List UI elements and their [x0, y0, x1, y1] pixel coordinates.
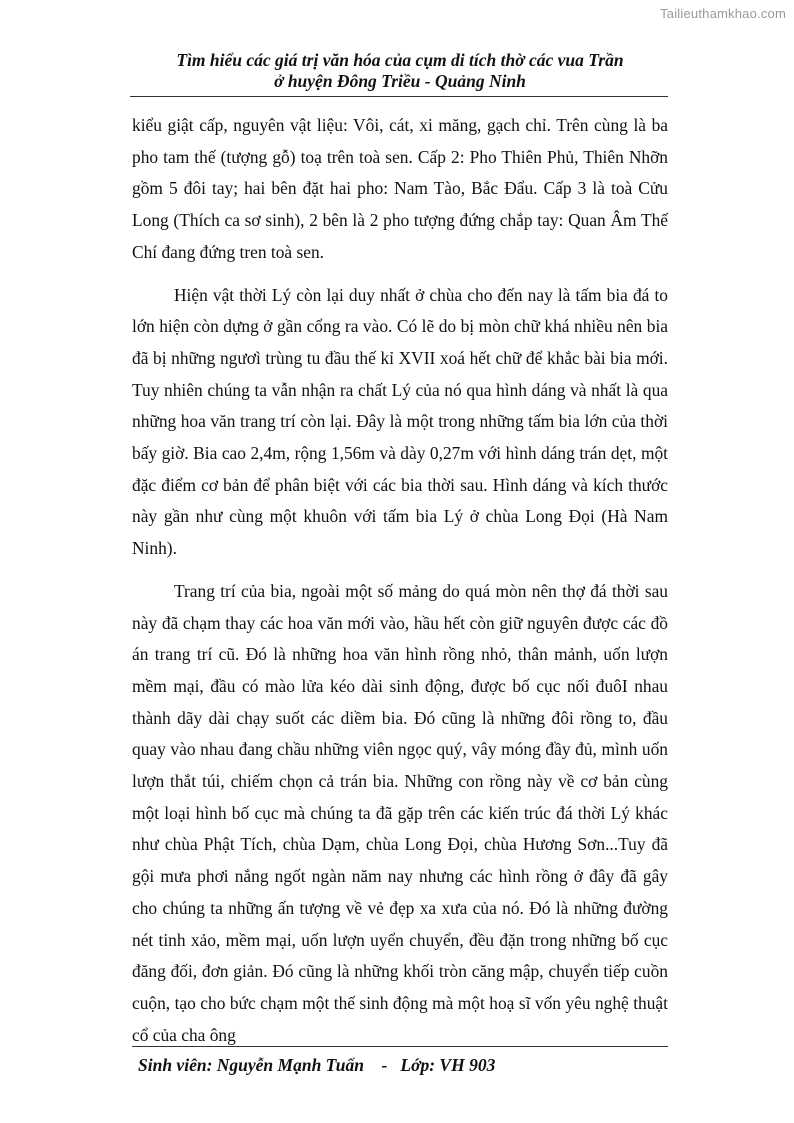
footer-class: Lớp: VH 903 — [400, 1055, 496, 1075]
page-footer — [138, 1055, 495, 1076]
paragraph: Hiện vật thời Lý còn lại duy nhất ở chùa cho đến nay là tấm bia đá to lớn hiện còn dựng ở gần cổng ra vào. Có lẽ do bị mòn chữ khá nhiều nên bia đã bị những ngươì trùng tu đầu thế kỉ XVII xoá hết chữ để khắc bài bia mới. Tuy nhiên chúng ta vẫn nhận ra chất Lý của nó qua hình dáng và nhất là qua những hoa văn trang trí còn lại. Đây là một trong những tấm bia lớn của thời bấy giờ. Bia cao 2,4m, rộng 1,56m và dày 0,27m với hình dáng trán dẹt, một đặc điểm cơ bản để phân biệt với các bia thời sau. Hình dáng và kích thước này gần như cùng một khuôn với tấm bia Lý ở chùa Long Đọi (Hà Nam Ninh). — [132, 284, 668, 559]
header-title-line-1: Tìm hiểu các giá trị văn hóa của cụm di tích thờ các vua Trần — [176, 50, 624, 70]
document-body — [132, 110, 668, 1051]
header-title-line-2: ở huyện Đông Triều - Quảng Ninh — [274, 71, 526, 91]
watermark: Tailieuthamkhao.com — [660, 6, 786, 21]
page-header — [130, 50, 670, 92]
paragraph: Trang trí của bia, ngoài một số mảng do quá mòn nên thợ đá thời sau này đã chạm thay các hoa văn mới vào, hầu hết còn giữ nguyên được các đồ án trang trí cũ. Đó là những hoa văn hình rồng nhỏ, thân mảnh, uốn lượn mềm mại, đầu có mào lửa kéo dài sinh động, được bố cục nối đuôI nhau thành dãy dài chạy suốt các diềm bia. Đó cũng là những đôi rồng to, đầu quay vào nhau đang chầu những viên ngọc quý, vây móng đầy đủ, mình uốn lượn thắt túi, chiếm chọn cả trán bia. Những con rồng này về cơ bản cùng một loại hình bố cục mà chúng ta đã gặp trên các kiến trúc đá thời Lý khác như chùa Phật Tích, chùa Dạm, chùa Long Đọi, chùa Hương Sơn...Tuy đã gội mưa phơi nắng ngốt ngàn năm nay nhưng các hình rồng ở đây đã gây cho chúng ta những ấn tượng về vẻ đẹp xa xưa của nó. Đó là những đường nét tinh xảo, mềm mại, uốn lượn uyển chuyển, đều đặn trong những bố cục đăng đối, đơn giản. Đó cũng là những khối tròn căng mập, chuyển tiếp cuồn cuộn, tạo cho bức chạm một thế sinh động mà một hoạ sĩ vốn yêu nghệ thuật cổ của cha ông — [132, 580, 668, 1045]
header-divider — [130, 96, 668, 97]
paragraph-continuation: kiểu giật cấp, nguyên vật liệu: Vôi, cát, xi măng, gạch chỉ. Trên cùng là ba pho tam thế (tượng gỗ) toạ trên toà sen. Cấp 2: Pho Thiên Phủ, Thiên Nhỡn gồm 5 đôi tay; hai bên đặt hai pho: Nam Tào, Bắc Đẩu. Cấp 3 là toà Cửu Long (Thích ca sơ sinh), 2 bên là 2 pho tượng đứng chắp tay: Quan Âm Thế Chí đang đứng tren toà sen. — [132, 115, 668, 262]
footer-separator: - — [381, 1055, 388, 1075]
footer-student: Sinh viên: Nguyễn Mạnh Tuấn — [138, 1055, 364, 1075]
footer-divider — [132, 1046, 668, 1047]
